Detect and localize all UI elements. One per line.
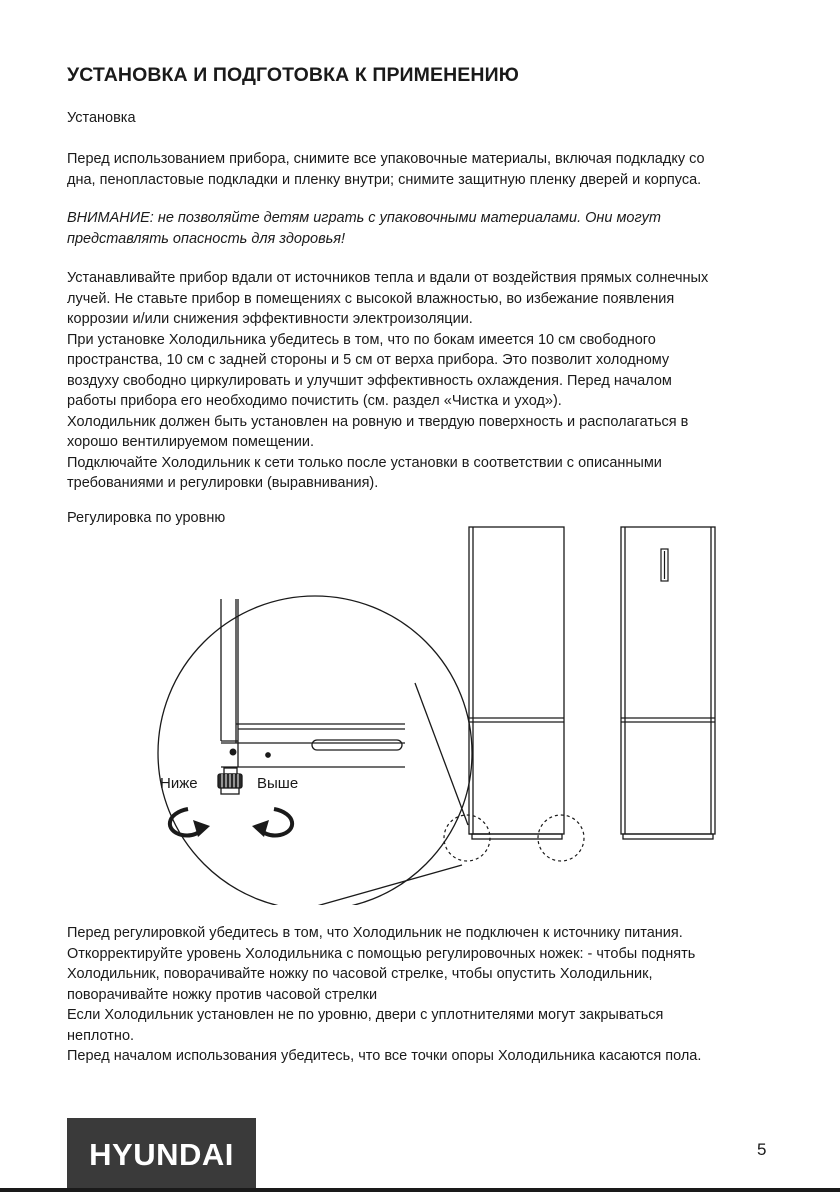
installation-body bbox=[67, 268, 779, 494]
text-line: работы прибора его необходимо почистить (см. раздел «Чистка и уход»). bbox=[67, 393, 562, 409]
rotate-counterclockwise-arrow-icon bbox=[170, 809, 210, 837]
section-heading-leveling: Регулировка по уровню bbox=[67, 510, 226, 526]
text-line: Перед использованием прибора, снимите все упаковочные материалы, включая подкладку со bbox=[67, 151, 705, 167]
installation-warning bbox=[67, 208, 779, 249]
text-line: Холодильник должен быть установлен на ровную и твердую поверхность и располагаться в bbox=[67, 413, 689, 430]
installation-intro bbox=[67, 149, 779, 190]
screw-icon bbox=[266, 753, 270, 757]
text-line: лучей. Не ставьте прибор в помещениях с высокой влажностью, во избежание появления bbox=[67, 290, 675, 307]
door-handle-icon bbox=[661, 549, 668, 581]
text-line: Перед началом использования убедитесь, что все точки опоры Холодильника касаются пола. bbox=[67, 1048, 702, 1064]
text-line: поворачивайте ножку против часовой стрелки bbox=[67, 986, 378, 1003]
text-line: Подключайте Холодильник к сети только после установки в соответствии с описанными bbox=[67, 454, 662, 471]
brand-logo: HYUNDAI bbox=[67, 1118, 256, 1192]
page-title: УСТАНОВКА И ПОДГОТОВКА К ПРИМЕНЕНИЮ bbox=[67, 64, 519, 86]
text-line: требованиями и регулировки (выравнивания). bbox=[67, 475, 379, 491]
page-number: 5 bbox=[757, 1140, 767, 1159]
text-line: воздуху свободно циркулировать и улучшит эффективность охлаждения. Перед началом bbox=[67, 372, 672, 389]
text-line: дна, пенопластовые подкладки и пленку внутри; снимите защитную пленку дверей и корпуса. bbox=[67, 171, 702, 188]
text-line: неплотно. bbox=[67, 1027, 135, 1044]
magnifier-circle bbox=[158, 596, 472, 905]
text-line: ВНИМАНИЕ: не позволяйте детям играть с упаковочными материалами. Они могут bbox=[67, 210, 661, 226]
leveling-foot-marker bbox=[538, 815, 584, 861]
leveling-illustration bbox=[100, 515, 740, 905]
footer-rule bbox=[0, 1188, 840, 1192]
adjustable-foot-icon bbox=[218, 768, 242, 794]
text-line: представлять опасность для здоровья! bbox=[67, 230, 346, 247]
text-line: коррозии и/или снижения эффективности электроизоляции. bbox=[67, 311, 473, 327]
text-line: Холодильник, поворачивайте ножку по часовой стрелке, чтобы опустить Холодильник, bbox=[67, 966, 653, 982]
section-heading-installation: Установка bbox=[67, 110, 136, 126]
leveling-body bbox=[67, 923, 779, 1067]
fridge-side-view bbox=[469, 527, 564, 839]
rotate-clockwise-arrow-icon bbox=[252, 809, 292, 837]
zoomed-fridge-corner bbox=[221, 599, 405, 767]
text-line: Перед регулировкой убедитесь в том, что Холодильник не подключен к источнику питания. bbox=[67, 925, 683, 941]
label-lower: Ниже bbox=[160, 775, 198, 792]
text-line: Устанавливайте прибор вдали от источников тепла и вдали от воздействия прямых солнечных bbox=[67, 270, 709, 286]
text-line: пространства, 10 см с задней стороны и 5 см от верха прибора. Это позволит холодному bbox=[67, 352, 670, 368]
text-line: При установке Холодильника убедитесь в том, что по бокам имеется 10 см свободного bbox=[67, 331, 656, 348]
text-line: Откорректируйте уровень Холодильника с помощью регулировочных ножек: - чтобы поднять bbox=[67, 945, 696, 962]
text-line: Если Холодильник установлен не по уровню, двери с уплотнителями могут закрываться bbox=[67, 1007, 664, 1023]
leader-line bbox=[415, 683, 468, 825]
leader-line bbox=[306, 865, 462, 905]
screw-icon bbox=[230, 749, 236, 755]
label-higher: Выше bbox=[257, 775, 299, 792]
text-line: хорошо вентилируемом помещении. bbox=[67, 434, 315, 450]
